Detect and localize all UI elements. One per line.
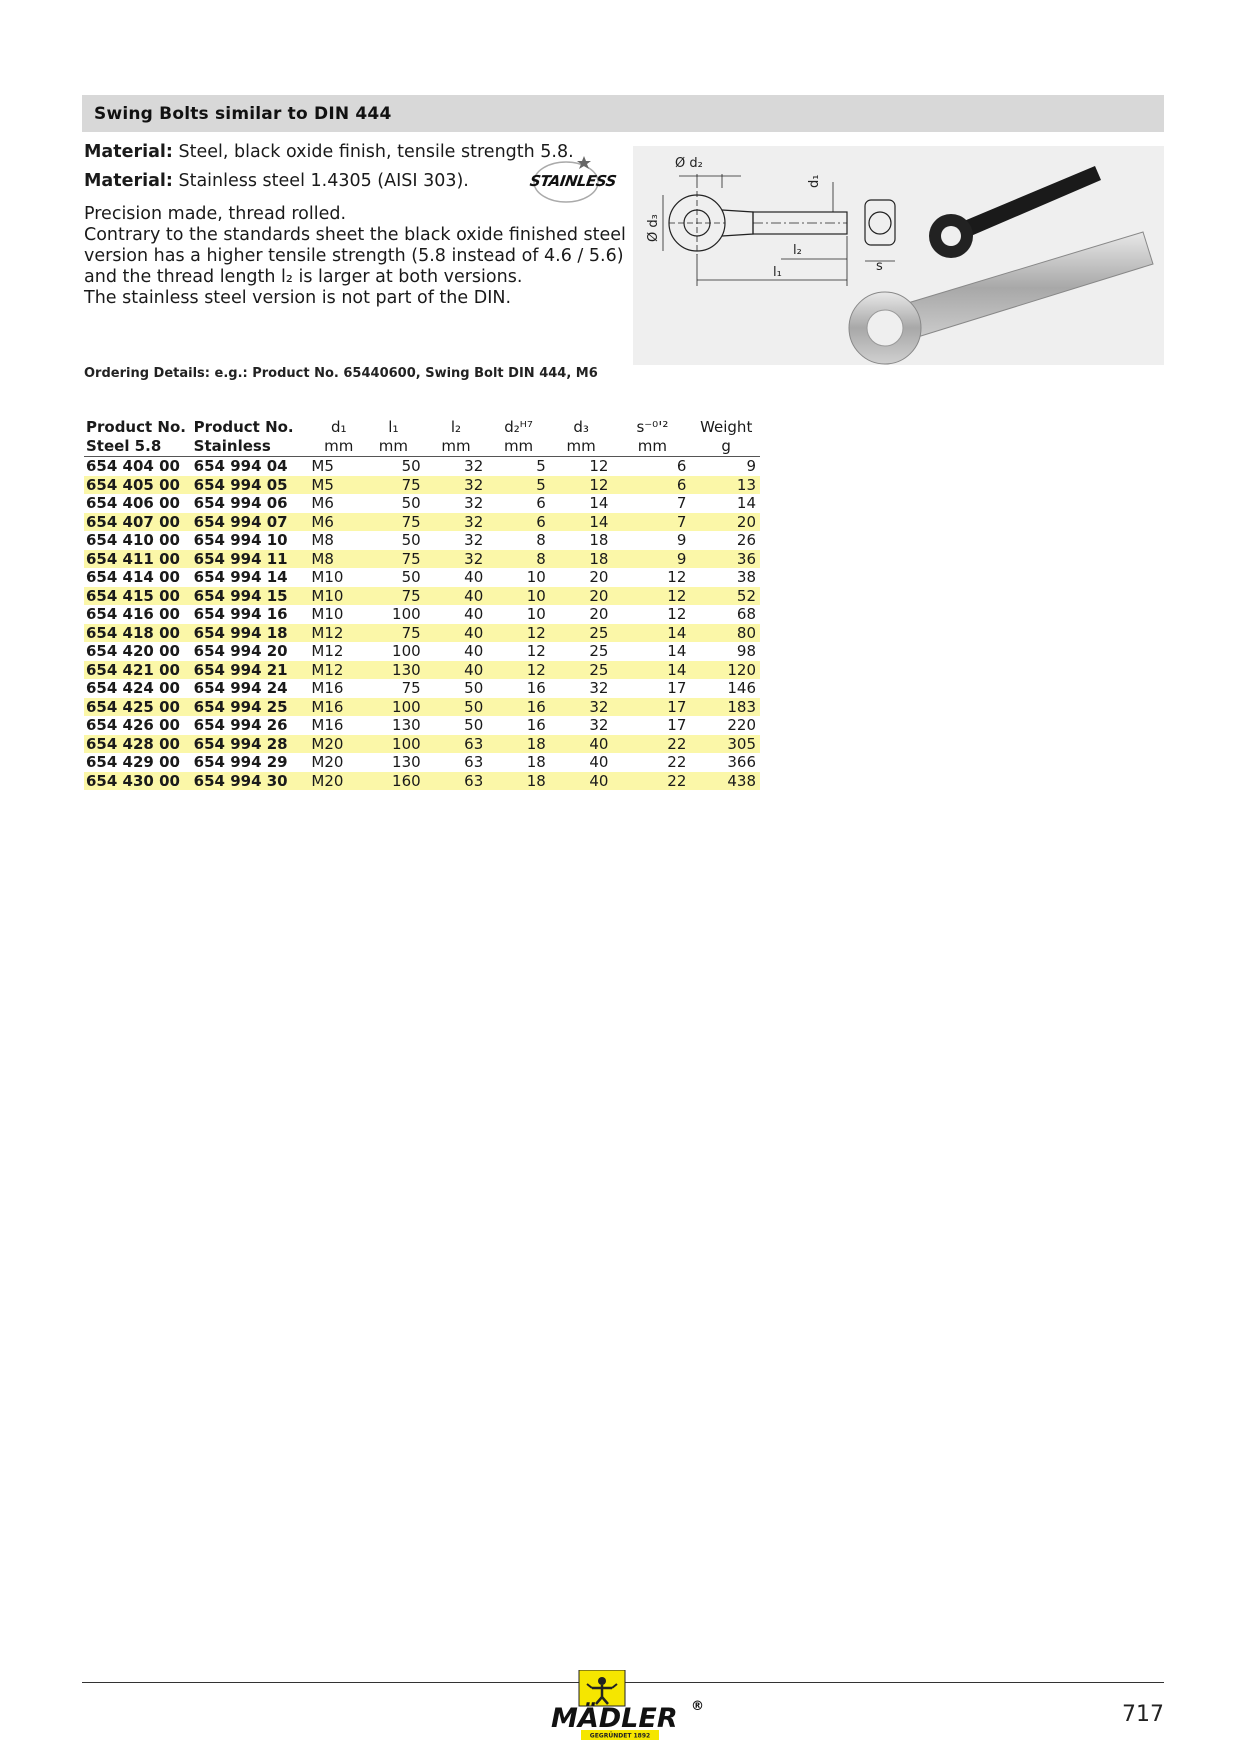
- table-row: [84, 753, 760, 772]
- table-cell: 654 994 21: [194, 661, 312, 680]
- table-row: [84, 587, 760, 606]
- table-cell: M5: [311, 457, 334, 475]
- logo-wordmark: MÄDLER: [551, 1703, 678, 1734]
- table-cell: 50: [429, 698, 492, 717]
- table-cell: 75: [366, 624, 429, 643]
- table-cell: 40: [429, 661, 492, 680]
- table-cell: 654 406 00: [86, 494, 180, 512]
- table-cell: 9: [676, 531, 687, 549]
- table-body: [84, 457, 760, 791]
- product-drawing: [633, 146, 1164, 365]
- table-row: [84, 772, 760, 791]
- table-cell: M10: [311, 587, 366, 606]
- table-cell: 20: [589, 568, 609, 586]
- table-cell: 32: [429, 476, 492, 495]
- table-cell: 18: [526, 753, 546, 771]
- table-cell: 16: [526, 679, 546, 697]
- table-cell: M12: [311, 624, 366, 643]
- table-cell: M20: [311, 735, 366, 754]
- table-row: [84, 568, 760, 587]
- table-cell: 20: [589, 605, 609, 623]
- table-cell: 98: [736, 642, 756, 660]
- table-cell: 14: [554, 513, 619, 532]
- table-cell: 50: [464, 716, 484, 734]
- ordering-details: Ordering Details: e.g.: Product No. 65440600, Swing Bolt DIN 444, M6: [84, 366, 598, 381]
- table-cell: 20: [696, 513, 760, 532]
- table-cell: 305: [696, 735, 760, 754]
- table-cell: 10: [491, 587, 554, 606]
- table-cell: 6: [536, 494, 546, 512]
- table-cell: 12: [526, 642, 546, 660]
- table-cell: 75: [366, 513, 429, 532]
- table-cell: 100: [366, 698, 429, 717]
- table-cell: 50: [401, 531, 421, 549]
- table-cell: 52: [696, 587, 760, 606]
- table-cell: 50: [464, 679, 484, 697]
- table-cell: 40: [554, 735, 619, 754]
- table-cell: 13: [696, 476, 760, 495]
- description-line: Precision made, thread rolled.: [84, 204, 347, 224]
- table-cell: 654 994 24: [193, 679, 288, 697]
- table-header-row: [84, 437, 760, 457]
- table-cell: 9: [746, 457, 756, 475]
- table-cell: 22: [618, 772, 696, 791]
- table-cell: 12: [554, 476, 619, 495]
- table-cell: 10: [526, 568, 546, 586]
- table-cell: M10: [311, 605, 344, 623]
- table-cell: 14: [736, 494, 756, 512]
- table-cell: 38: [736, 568, 756, 586]
- madler-logo-icon: [545, 1670, 715, 1746]
- table-row: [84, 679, 760, 698]
- table-cell: 22: [667, 753, 687, 771]
- table-cell: 75: [401, 679, 421, 697]
- column-subheader: mm: [429, 437, 492, 457]
- label-d1: d₁: [807, 174, 822, 188]
- table-row: [84, 550, 760, 569]
- column-header: Weight: [700, 418, 753, 436]
- page-title: Swing Bolts similar to DIN 444: [94, 103, 392, 124]
- stainless-badge-text: STAINLESS: [528, 172, 618, 190]
- specification-table: [84, 418, 760, 790]
- table-cell: 654 415 00: [84, 587, 194, 606]
- column-subheader: mm: [618, 437, 696, 457]
- table-row: [84, 698, 760, 717]
- table-cell: 68: [736, 605, 756, 623]
- table-cell: 654 426 00: [86, 716, 180, 734]
- table-cell: 130: [392, 716, 421, 734]
- description-line: and the thread length l₂ is larger at both versions.: [84, 267, 523, 287]
- table-cell: 40: [429, 587, 492, 606]
- table-cell: M5: [311, 476, 366, 495]
- column-header: d₃: [573, 418, 589, 436]
- table-cell: M8: [311, 550, 366, 569]
- table-cell: 18: [491, 735, 554, 754]
- table-cell: 22: [618, 735, 696, 754]
- description-line: version has a higher tensile strength (5.8 instead of 4.6 / 5.6): [84, 246, 624, 266]
- table-cell: 654 414 00: [86, 568, 180, 586]
- table-cell: 40: [464, 642, 484, 660]
- table-cell: 12: [618, 587, 696, 606]
- table-row: [84, 735, 760, 754]
- table-cell: 20: [554, 587, 619, 606]
- material-label: Material:: [84, 171, 173, 191]
- column-header: Product No.: [193, 418, 294, 436]
- table-cell: 40: [464, 568, 484, 586]
- table-row: [84, 642, 760, 661]
- table-row: [84, 624, 760, 643]
- table-cell: 6: [618, 476, 696, 495]
- table-cell: 12: [589, 457, 609, 475]
- table-cell: 654 430 00: [84, 772, 194, 791]
- table-cell: 654 407 00: [84, 513, 194, 532]
- table-cell: 6: [491, 513, 554, 532]
- table-cell: 40: [429, 624, 492, 643]
- table-cell: 654 994 14: [193, 568, 288, 586]
- table-cell: 438: [696, 772, 760, 791]
- table-cell: 32: [554, 698, 619, 717]
- table-cell: M6: [311, 494, 334, 512]
- table-cell: 654 994 06: [193, 494, 288, 512]
- table-cell: 10: [526, 605, 546, 623]
- table-cell: 12: [667, 605, 687, 623]
- table-cell: 5: [536, 457, 546, 475]
- table-cell: M16: [311, 698, 366, 717]
- material-label: Material:: [84, 142, 173, 162]
- table-cell: 18: [554, 550, 619, 569]
- column-header: d₁: [330, 418, 347, 436]
- table-cell: 654 418 00: [84, 624, 194, 643]
- table-cell: 7: [618, 513, 696, 532]
- table-cell: 14: [618, 661, 696, 680]
- table-cell: 32: [464, 531, 484, 549]
- table-cell: 50: [401, 457, 421, 475]
- table-cell: 654 428 00: [84, 735, 194, 754]
- label-l1: l₁: [773, 265, 782, 280]
- table-cell: 130: [366, 661, 429, 680]
- table-cell: 75: [366, 476, 429, 495]
- table-cell: 36: [696, 550, 760, 569]
- table-row: [84, 494, 760, 513]
- table-cell: 100: [392, 642, 421, 660]
- table-cell: 16: [491, 698, 554, 717]
- table-cell: M16: [311, 679, 344, 697]
- column-header: d₂ᴴ⁷: [504, 418, 533, 436]
- table-cell: 654 416 00: [86, 605, 180, 623]
- table-cell: 26: [736, 531, 756, 549]
- table-header-row: [84, 418, 760, 437]
- table-cell: 18: [589, 531, 609, 549]
- table-row: [84, 661, 760, 680]
- table-cell: 654 994 28: [194, 735, 312, 754]
- table-cell: 40: [554, 772, 619, 791]
- table-cell: 40: [589, 753, 609, 771]
- column-subheader: mm: [554, 437, 619, 457]
- table-cell: 220: [727, 716, 756, 734]
- table-cell: 40: [464, 605, 484, 623]
- table-row: [84, 513, 760, 532]
- logo-tagline: GEGRÜNDET 1892: [589, 1732, 651, 1740]
- table-cell: 75: [366, 587, 429, 606]
- table-cell: M20: [311, 772, 366, 791]
- table-cell: 654 420 00: [86, 642, 180, 660]
- table-cell: M12: [311, 661, 366, 680]
- table-row: [84, 457, 760, 476]
- table-cell: 32: [429, 550, 492, 569]
- table-cell: M16: [311, 716, 344, 734]
- table-cell: 130: [392, 753, 421, 771]
- page-number: 717: [1122, 1702, 1164, 1727]
- table-cell: 63: [464, 753, 484, 771]
- table-row: [84, 605, 760, 624]
- table-cell: 17: [667, 716, 687, 734]
- table-cell: 14: [589, 494, 609, 512]
- column-subheader: g: [696, 437, 760, 457]
- table-cell: 17: [667, 679, 687, 697]
- table-cell: 120: [696, 661, 760, 680]
- column-header: l₂: [450, 418, 462, 436]
- column-subheader: Stainless: [194, 437, 312, 457]
- table-cell: 32: [464, 494, 484, 512]
- table-cell: 18: [491, 772, 554, 791]
- table-cell: 654 994 05: [194, 476, 312, 495]
- table-cell: 25: [554, 661, 619, 680]
- table-cell: 183: [696, 698, 760, 717]
- table-cell: 25: [554, 624, 619, 643]
- table-cell: 654 410 00: [86, 531, 180, 549]
- table-cell: 14: [667, 642, 687, 660]
- table-cell: 146: [727, 679, 756, 697]
- column-header: Product No.: [86, 418, 186, 436]
- table-cell: M10: [311, 568, 344, 586]
- table-cell: 654 994 16: [193, 605, 288, 623]
- table-cell: 50: [401, 494, 421, 512]
- material-text: Steel, black oxide finish, tensile strength 5.8.: [178, 142, 574, 162]
- table-cell: 17: [618, 698, 696, 717]
- table-cell: 654 405 00: [84, 476, 194, 495]
- table-cell: 654 994 30: [194, 772, 312, 791]
- madler-logo: [545, 1670, 715, 1746]
- table-row: [84, 716, 760, 735]
- table-cell: 654 994 11: [194, 550, 312, 569]
- column-subheader: Steel 5.8: [84, 437, 194, 457]
- label-s: s: [876, 259, 883, 274]
- section-title-bar: [82, 95, 1164, 132]
- table-cell: 654 429 00: [86, 753, 180, 771]
- table-cell: 32: [429, 513, 492, 532]
- table-cell: 654 424 00: [86, 679, 180, 697]
- table-cell: 654 994 25: [194, 698, 312, 717]
- description-line: Contrary to the standards sheet the black oxide finished steel: [84, 225, 626, 245]
- table-cell: 654 994 15: [194, 587, 312, 606]
- table-cell: 12: [491, 661, 554, 680]
- table-cell: 32: [589, 679, 609, 697]
- table-cell: M6: [311, 513, 366, 532]
- table-cell: 5: [491, 476, 554, 495]
- table-cell: 654 425 00: [84, 698, 194, 717]
- table-cell: 12: [491, 624, 554, 643]
- table-cell: M8: [311, 531, 334, 549]
- table-cell: 75: [366, 550, 429, 569]
- table-cell: 654 994 20: [193, 642, 288, 660]
- column-subheader: mm: [366, 437, 429, 457]
- table-cell: 100: [392, 605, 421, 623]
- column-subheader: mm: [491, 437, 554, 457]
- table-cell: 654 411 00: [84, 550, 194, 569]
- table-cell: 654 994 26: [193, 716, 288, 734]
- table-cell: 16: [526, 716, 546, 734]
- table-cell: 6: [676, 457, 687, 475]
- table-cell: 654 404 00: [86, 457, 180, 475]
- description-line: The stainless steel version is not part of the DIN.: [84, 288, 512, 308]
- table-row: [84, 476, 760, 495]
- table-cell: 80: [696, 624, 760, 643]
- table-cell: M12: [311, 642, 344, 660]
- table-cell: 654 994 10: [193, 531, 288, 549]
- label-d3: Ø d₃: [646, 214, 661, 242]
- column-subheader: mm: [311, 437, 366, 457]
- table-cell: 100: [366, 735, 429, 754]
- table-cell: 32: [464, 457, 484, 475]
- table-cell: 7: [676, 494, 687, 512]
- table-cell: 25: [589, 642, 609, 660]
- table-cell: 654 421 00: [84, 661, 194, 680]
- column-header: s⁻⁰'²: [636, 418, 669, 436]
- table-cell: 63: [429, 772, 492, 791]
- table-cell: 12: [667, 568, 687, 586]
- table-cell: 63: [429, 735, 492, 754]
- table-cell: 14: [618, 624, 696, 643]
- logo-registered: ®: [691, 1699, 704, 1714]
- table-cell: 654 994 04: [193, 457, 288, 475]
- table-cell: 8: [536, 531, 546, 549]
- technical-drawing: [633, 146, 1164, 365]
- table-cell: 654 994 29: [193, 753, 288, 771]
- table-cell: 8: [491, 550, 554, 569]
- table-cell: 654 994 18: [194, 624, 312, 643]
- table-cell: 32: [589, 716, 609, 734]
- table-cell: 366: [727, 753, 756, 771]
- material-text: Stainless steel 1.4305 (AISI 303).: [178, 171, 469, 191]
- table-cell: 160: [366, 772, 429, 791]
- table-row: [84, 531, 760, 550]
- label-d2: Ø d₂: [675, 156, 703, 171]
- table-cell: 654 994 07: [194, 513, 312, 532]
- description-paragraph: [84, 204, 624, 309]
- table-cell: 9: [618, 550, 696, 569]
- label-l2: l₂: [793, 243, 802, 258]
- column-header: l₁: [388, 418, 399, 436]
- table-cell: M20: [311, 753, 344, 771]
- stainless-badge: [528, 150, 618, 208]
- table-cell: 50: [401, 568, 421, 586]
